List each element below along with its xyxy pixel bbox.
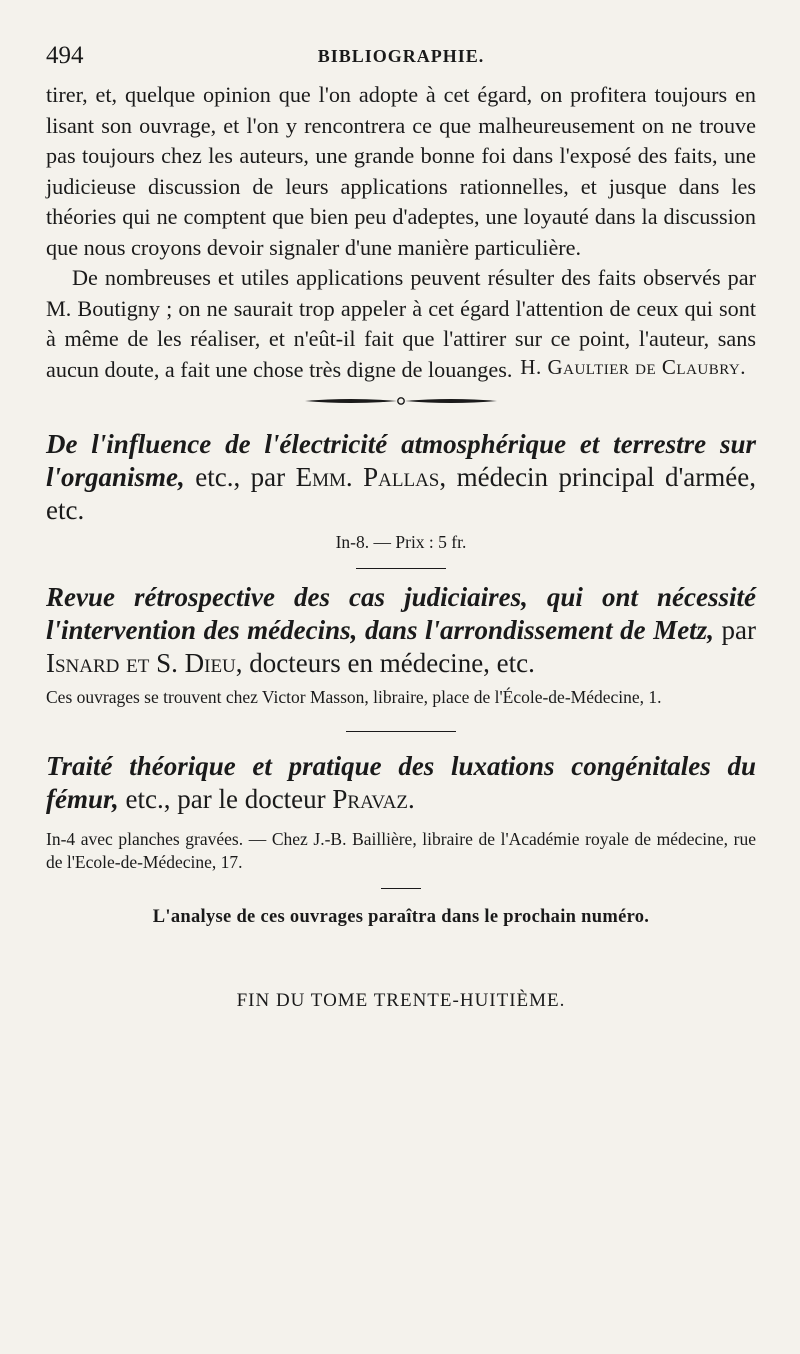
book-entry-title-2 [46,581,756,680]
book-title-etc: etc., par [195,462,286,492]
running-head [46,42,756,80]
book-title-italic: De l'influence de l'électricité atmosphérique et terrestre sur l'organisme, [46,429,756,492]
book-author: Pravaz. [332,784,415,814]
book-title-tail: docteurs en médecine, etc. [249,648,535,678]
short-rule [346,731,456,732]
ornament-rule-icon [301,394,501,408]
book-author: Isnard et S. Dieu, [46,648,243,678]
book-entry-note-3: In-4 avec planches gravées. — Chez J.-B. Baillière, libraire de l'Académie royale de médecine, rue de l'Ecole-de-Médecine, 17. [46,829,756,872]
book-entry-note-1: In-8. — Prix : 5 fr. [335,532,467,552]
reviewer-signature: H. Gaultier de Claubry. [520,355,746,379]
closing-note: L'analyse de ces ouvrages paraîtra dans le prochain numéro. [152,907,650,927]
book-title-par: par [721,615,757,645]
review-paragraph-1: tirer, et, quelque opinion que l'on adopte à cet égard, on profitera toujours en lisant son ouvrage, et l'on y rencontrera ce que malheureusement on ne trouve pas toujours chez les auteurs, une grande bonne foi dans l'exposé des faits, une judicieuse discussion de leurs applications rationnelles, et jusque dans les théories qui ne comptent que bien peu d'adeptes, une loyauté dans la discussion que nous croyons devoir signaler d'une manière particulière. [46,82,756,260]
book-title-italic: Traité théorique et pratique des luxations congénitales du fémur, [46,751,756,814]
running-title: BIBLIOGRAPHIE. [317,46,485,66]
page-number: 494 [46,42,84,69]
book-entry-title-3 [46,750,756,816]
book-title-etc: etc., par le docteur [125,784,326,814]
book-entry-title-1 [46,428,756,527]
book-title-italic: Revue rétrospective des cas judiciaires, qui ont nécessité l'intervention des médecins, dans l'arrondissement de Metz, [46,582,756,645]
book-entry-note-2: Ces ouvrages se trouvent chez Victor Masson, libraire, place de l'École-de-Médecine, 1. [46,687,662,707]
end-of-volume: FIN DU TOME TRENTE-HUITIÈME. [236,990,566,1011]
book-title-tail: médecin principal d'armée, etc. [46,462,756,525]
ornamental-divider [46,394,756,408]
review-paragraph-2: De nombreuses et utiles applications peuvent résulter des faits observés par M. Boutigny ; on ne saurait trop appeler à cet égard l'attention de ceux qui sont à même de les réaliser, et n'eût-il fait que l'attirer sur ce point, l'auteur, sans aucun doute, a fait une chose très digne de louanges. [46,265,756,382]
short-rule [381,888,421,889]
book-author: Emm. Pallas, [295,462,447,492]
short-rule [356,568,446,569]
